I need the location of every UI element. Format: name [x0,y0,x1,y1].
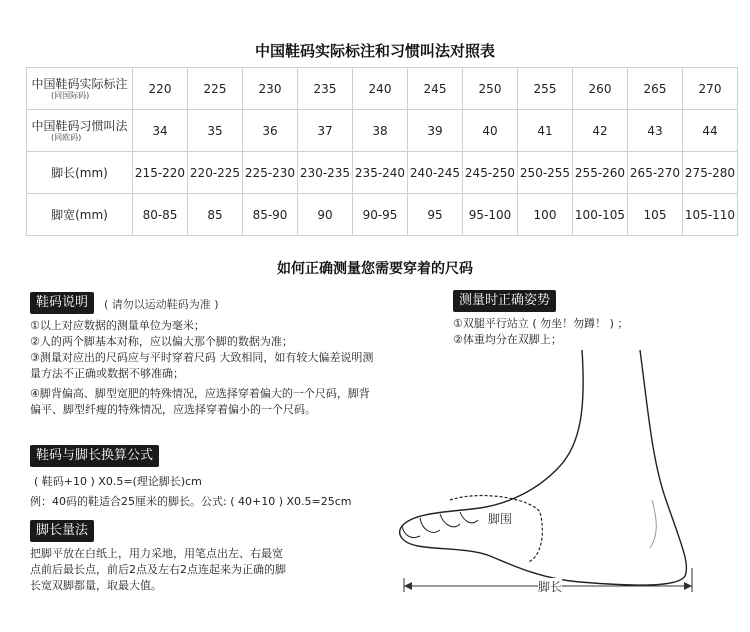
table-cell: 215-220 [133,152,188,194]
table-cell: 100-105 [573,194,628,236]
table-cell: 240 [353,68,408,110]
size-item: ③测量对应出的尺码应与平时穿着尺码 大致相同，如有较大偏差说明测量方法不正确或数据不够准确； [30,351,374,380]
table-cell: 270 [683,68,738,110]
table-cell: 225 [188,68,243,110]
table-cell: 43 [628,110,683,152]
row-header-sub: (同欧码) [51,133,82,142]
table-cell: 220 [133,68,188,110]
table-cell: 85 [188,194,243,236]
table-cell: 225-230 [243,152,298,194]
table-cell: 40 [463,110,518,152]
table-cell: 44 [683,110,738,152]
table-cell: 37 [298,110,353,152]
table-cell: 250 [463,68,518,110]
table-cell: 38 [353,110,408,152]
table-cell: 250-255 [518,152,573,194]
table-cell: 35 [188,110,243,152]
table-cell: 85-90 [243,194,298,236]
foot-icon [390,350,740,620]
row-header-label: 中国鞋码实际标注 [31,77,128,91]
size-explanation-note: ( 请勿以运动鞋码为准 ) [104,298,219,311]
page-title: 中国鞋码实际标注和习惯叫法对照表 [254,42,495,60]
row-header [27,68,133,110]
table-cell: 240-245 [408,152,463,194]
table-cell: 265 [628,68,683,110]
table-cell: 275-280 [683,152,738,194]
length-label: 脚长 [538,580,563,594]
row-header [27,194,133,236]
table-cell: 260 [573,68,628,110]
table-cell: 100 [518,194,573,236]
size-item: ④脚背偏高、脚型宽肥的特殊情况，应选择穿着偏大的一个尺码，脚背偏平、脚型纤瘦的特殊情况，应选择穿着偏小的一个尺码。 [30,387,370,416]
table-cell: 220-225 [188,152,243,194]
table-cell: 105 [628,194,683,236]
posture-list [453,316,743,348]
size-explanation-list [30,318,380,418]
table-row [27,110,738,152]
table-row [27,68,738,110]
table-cell: 95 [408,194,463,236]
table-cell: 230 [243,68,298,110]
table-cell: 265-270 [628,152,683,194]
size-explanation-tag: 鞋码说明 [30,292,94,314]
table-cell: 245-250 [463,152,518,194]
posture-item: ②体重均分在双脚上； [453,333,562,346]
table-row [27,194,738,236]
table-cell: 39 [408,110,463,152]
girth-label: 脚围 [488,512,513,526]
table-cell: 80-85 [133,194,188,236]
size-table [26,67,738,236]
size-item: ①以上对应数据的测量单位为毫米； [30,319,205,332]
table-cell: 34 [133,110,188,152]
row-header-label: 脚长(mm) [51,165,108,180]
table-cell: 245 [408,68,463,110]
table-cell: 90 [298,194,353,236]
row-header-sub: (同国际码) [51,91,90,100]
table-cell: 95-100 [463,194,518,236]
formula-example: 例：40码的鞋适合25厘米的脚长。公式: ( 40+10 ) X0.5=25cm [30,495,352,508]
posture-item: ①双腿平行站立 ( 勿坐！勿蹲！ ) ； [453,317,629,330]
row-header [27,152,133,194]
foot-illustration [390,350,740,620]
table-cell: 230-235 [298,152,353,194]
method-tag: 脚长量法 [30,520,94,542]
table-cell: 105-110 [683,194,738,236]
table-cell: 255 [518,68,573,110]
row-header-label: 中国鞋码习惯叫法 [31,119,128,133]
table-cell: 36 [243,110,298,152]
size-item: ②人的两个脚基本对称，应以偏大那个脚的数据为准； [30,335,293,348]
table-cell: 41 [518,110,573,152]
table-cell: 235 [298,68,353,110]
method-text: 把脚平放在白纸上，用力采地，用笔点出左、右最宽点前后最长点，前后2点及左右2点连起来为正确的脚长宽双脚都量，取最大值。 [30,547,286,592]
formula-text: ( 鞋码+10 ) X0.5=(理论脚长)cm [34,475,202,488]
table-cell: 42 [573,110,628,152]
table-cell: 90-95 [353,194,408,236]
table-cell: 255-260 [573,152,628,194]
row-header-label: 脚宽(mm) [51,207,108,222]
table-row [27,152,738,194]
formula-tag: 鞋码与脚长换算公式 [30,445,159,467]
section-title: 如何正确测量您需要穿着的尺码 [277,261,473,277]
table-cell: 235-240 [353,152,408,194]
row-header [27,110,133,152]
posture-tag: 测量时正确姿势 [453,290,556,312]
